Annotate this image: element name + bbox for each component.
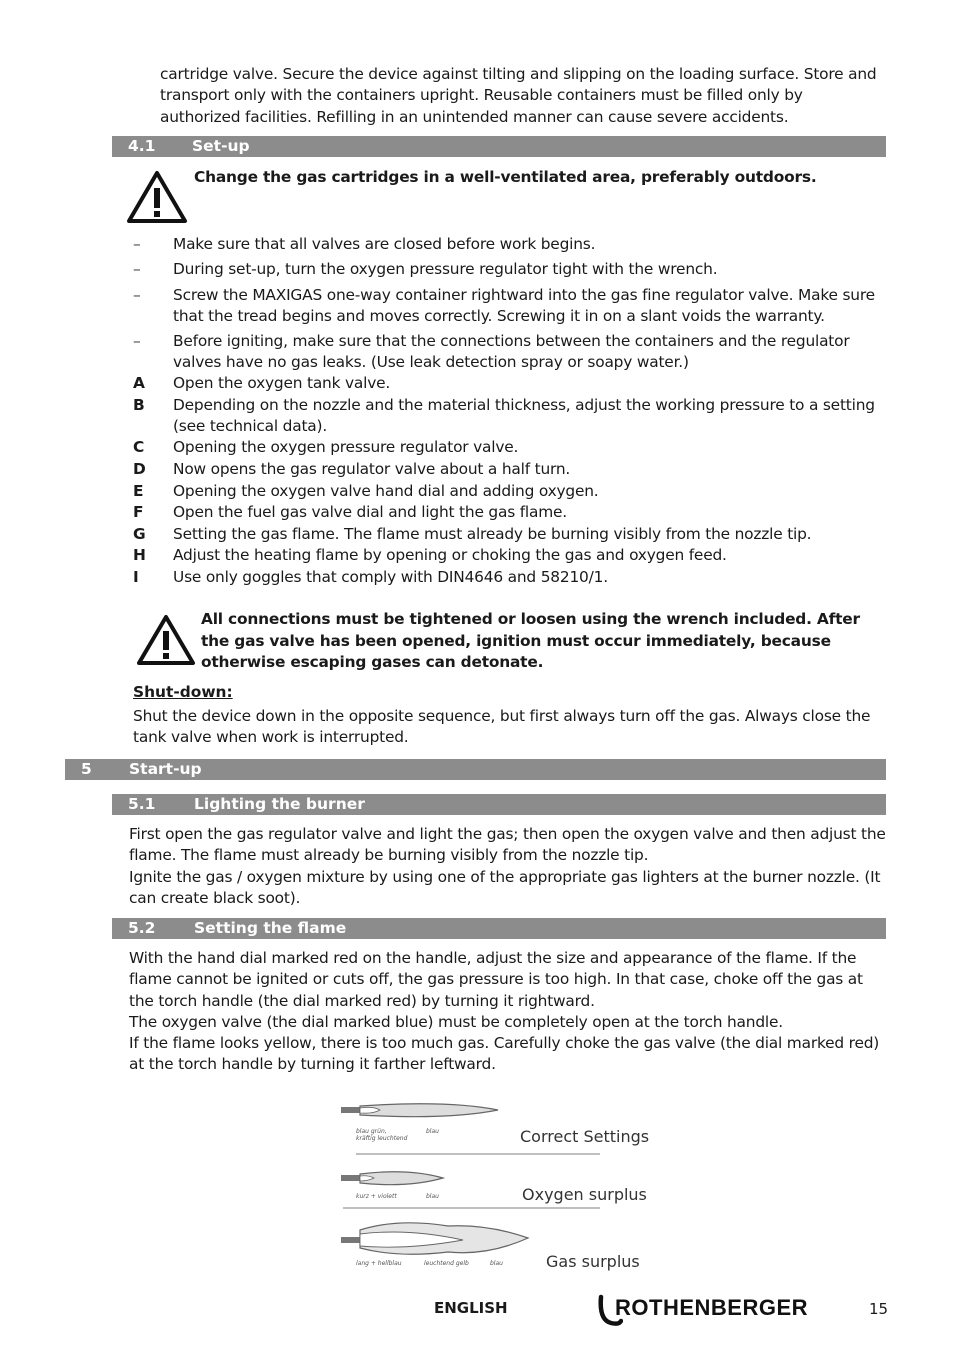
section-title: Start-up: [129, 760, 202, 778]
section-number: 5.2: [128, 919, 156, 937]
step-text: Now opens the gas regulator valve about a half turn.: [173, 460, 571, 478]
flame-note: kurz + violett: [356, 1193, 397, 1200]
shutdown-heading: Shut-down:: [133, 683, 233, 701]
figure-label-gas: Gas surplus: [546, 1252, 640, 1271]
step-text: Use only goggles that comply with DIN4646 and 58210/1.: [173, 568, 608, 586]
step-letter: D: [133, 460, 146, 478]
step-text: Adjust the heating flame by opening or choking the gas and oxygen feed.: [173, 546, 727, 564]
step-letter: E: [133, 482, 144, 500]
sec51-paragraph: First open the gas regulator valve and light the gas; then open the oxygen valve and then adjust the flame. The flame must already be burning visibly from the nozzle tip.: [129, 825, 886, 865]
step-text: Open the fuel gas valve dial and light the gas flame.: [173, 503, 567, 521]
step-letter: B: [133, 396, 145, 414]
list-item-text: Make sure that all valves are closed before work begins.: [173, 235, 596, 253]
gas-surplus-flame-icon: [341, 1223, 528, 1254]
section-bar-5-2: [112, 918, 886, 939]
flame-note: blau: [490, 1260, 503, 1267]
section-bar-4-1: [112, 136, 886, 157]
step-letter: C: [133, 438, 145, 456]
sec51-paragraph-2: Ignite the gas / oxygen mixture by using one of the appropriate gas lighters at the burner nozzle. (It can create black soot).: [129, 868, 881, 908]
flame-settings-figure: [338, 1098, 668, 1280]
sec52-paragraph-3: If the flame looks yellow, there is too much gas. Carefully choke the gas valve (the dial marked red) at the torch handle by turning it farther leftward.: [129, 1034, 880, 1074]
sec52-paragraph-2: The oxygen valve (the dial marked blue) must be completely open at the torch handle.: [129, 1013, 783, 1031]
list-item-text: Screw the MAXIGAS one-way container rightward into the gas fine regulator valve. Make sure that the tread begins and moves correctly. Screwing it in on a slant voids the warranty.: [173, 286, 875, 326]
flame-note: leuchtend gelb: [424, 1260, 469, 1267]
figure-label-oxygen: Oxygen surplus: [522, 1185, 647, 1204]
section-title: Set-up: [192, 137, 250, 155]
figure-label-correct: Correct Settings: [520, 1127, 650, 1146]
step-letter: F: [133, 503, 144, 521]
flame-note: kräftig leuchtend: [356, 1135, 408, 1142]
intro-paragraph: cartridge valve. Secure the device against tilting and slipping on the loading surface. Store and transport only with the containers upright. Reusable containers must be filled only by authorized facilities. Refilling in an unintended manner can cause severe accidents.: [160, 65, 877, 126]
dash-marker: –: [133, 286, 141, 304]
section-title: Lighting the burner: [194, 795, 365, 813]
page-number: 15: [869, 1300, 889, 1318]
step-text: Open the oxygen tank valve.: [173, 374, 391, 392]
step-text: Opening the oxygen valve hand dial and adding oxygen.: [173, 482, 599, 500]
step-letter: A: [133, 374, 145, 392]
flame-note: blau grün,: [356, 1128, 387, 1135]
step-text: Depending on the nozzle and the material thickness, adjust the working pressure to a setting (see technical data).: [173, 396, 875, 436]
step-letter: I: [133, 568, 139, 586]
brand-logo: ROTHENBERGER: [615, 1295, 809, 1320]
dash-marker: –: [133, 332, 141, 350]
shutdown-text: Shut the device down in the opposite sequence, but first always turn off the gas. Always close the tank valve when work is interrupted.: [133, 707, 871, 747]
section-number: 5: [81, 760, 92, 778]
section-title: Setting the flame: [194, 919, 347, 937]
section-number: 4.1: [128, 137, 156, 155]
flame-note: blau: [426, 1128, 439, 1135]
warning-triangle-icon: [126, 170, 188, 224]
sec52-paragraph-1: With the hand dial marked red on the handle, adjust the size and appearance of the flame. If the flame cannot be ignited or cuts off, the gas pressure is too high. In that case, choke off the gas at the torch handle (the dial marked red) by turning it rightward.: [129, 949, 863, 1010]
step-text: Setting the gas flame. The flame must already be burning visibly from the nozzle tip.: [173, 525, 812, 543]
step-text: Opening the oxygen pressure regulator valve.: [173, 438, 519, 456]
dash-marker: –: [133, 235, 141, 253]
step-letter: H: [133, 546, 146, 564]
step-letter: G: [133, 525, 146, 543]
section-bar-5-1: [112, 794, 886, 815]
warning-triangle-icon: [136, 614, 196, 666]
section-bar-5: [65, 759, 886, 780]
list-item-text: Before igniting, make sure that the connections between the containers and the regulator valves have no gas leaks. (Use leak detection spray or soapy water.): [173, 332, 850, 372]
warning-text-2: All connections must be tightened or loosen using the wrench included. After the gas valve has been opened, ignition must occur immediately, because otherwise escaping gases can detonate.: [201, 610, 860, 671]
warning-text-1: Change the gas cartridges in a well-ventilated area, preferably outdoors.: [194, 168, 817, 186]
section-number: 5.1: [128, 795, 156, 813]
flame-note: blau: [426, 1193, 439, 1200]
footer-language: ENGLISH: [434, 1299, 508, 1317]
dash-marker: –: [133, 260, 141, 278]
list-item-text: During set-up, turn the oxygen pressure regulator tight with the wrench.: [173, 260, 718, 278]
flame-note: lang + hellblau: [356, 1260, 402, 1267]
